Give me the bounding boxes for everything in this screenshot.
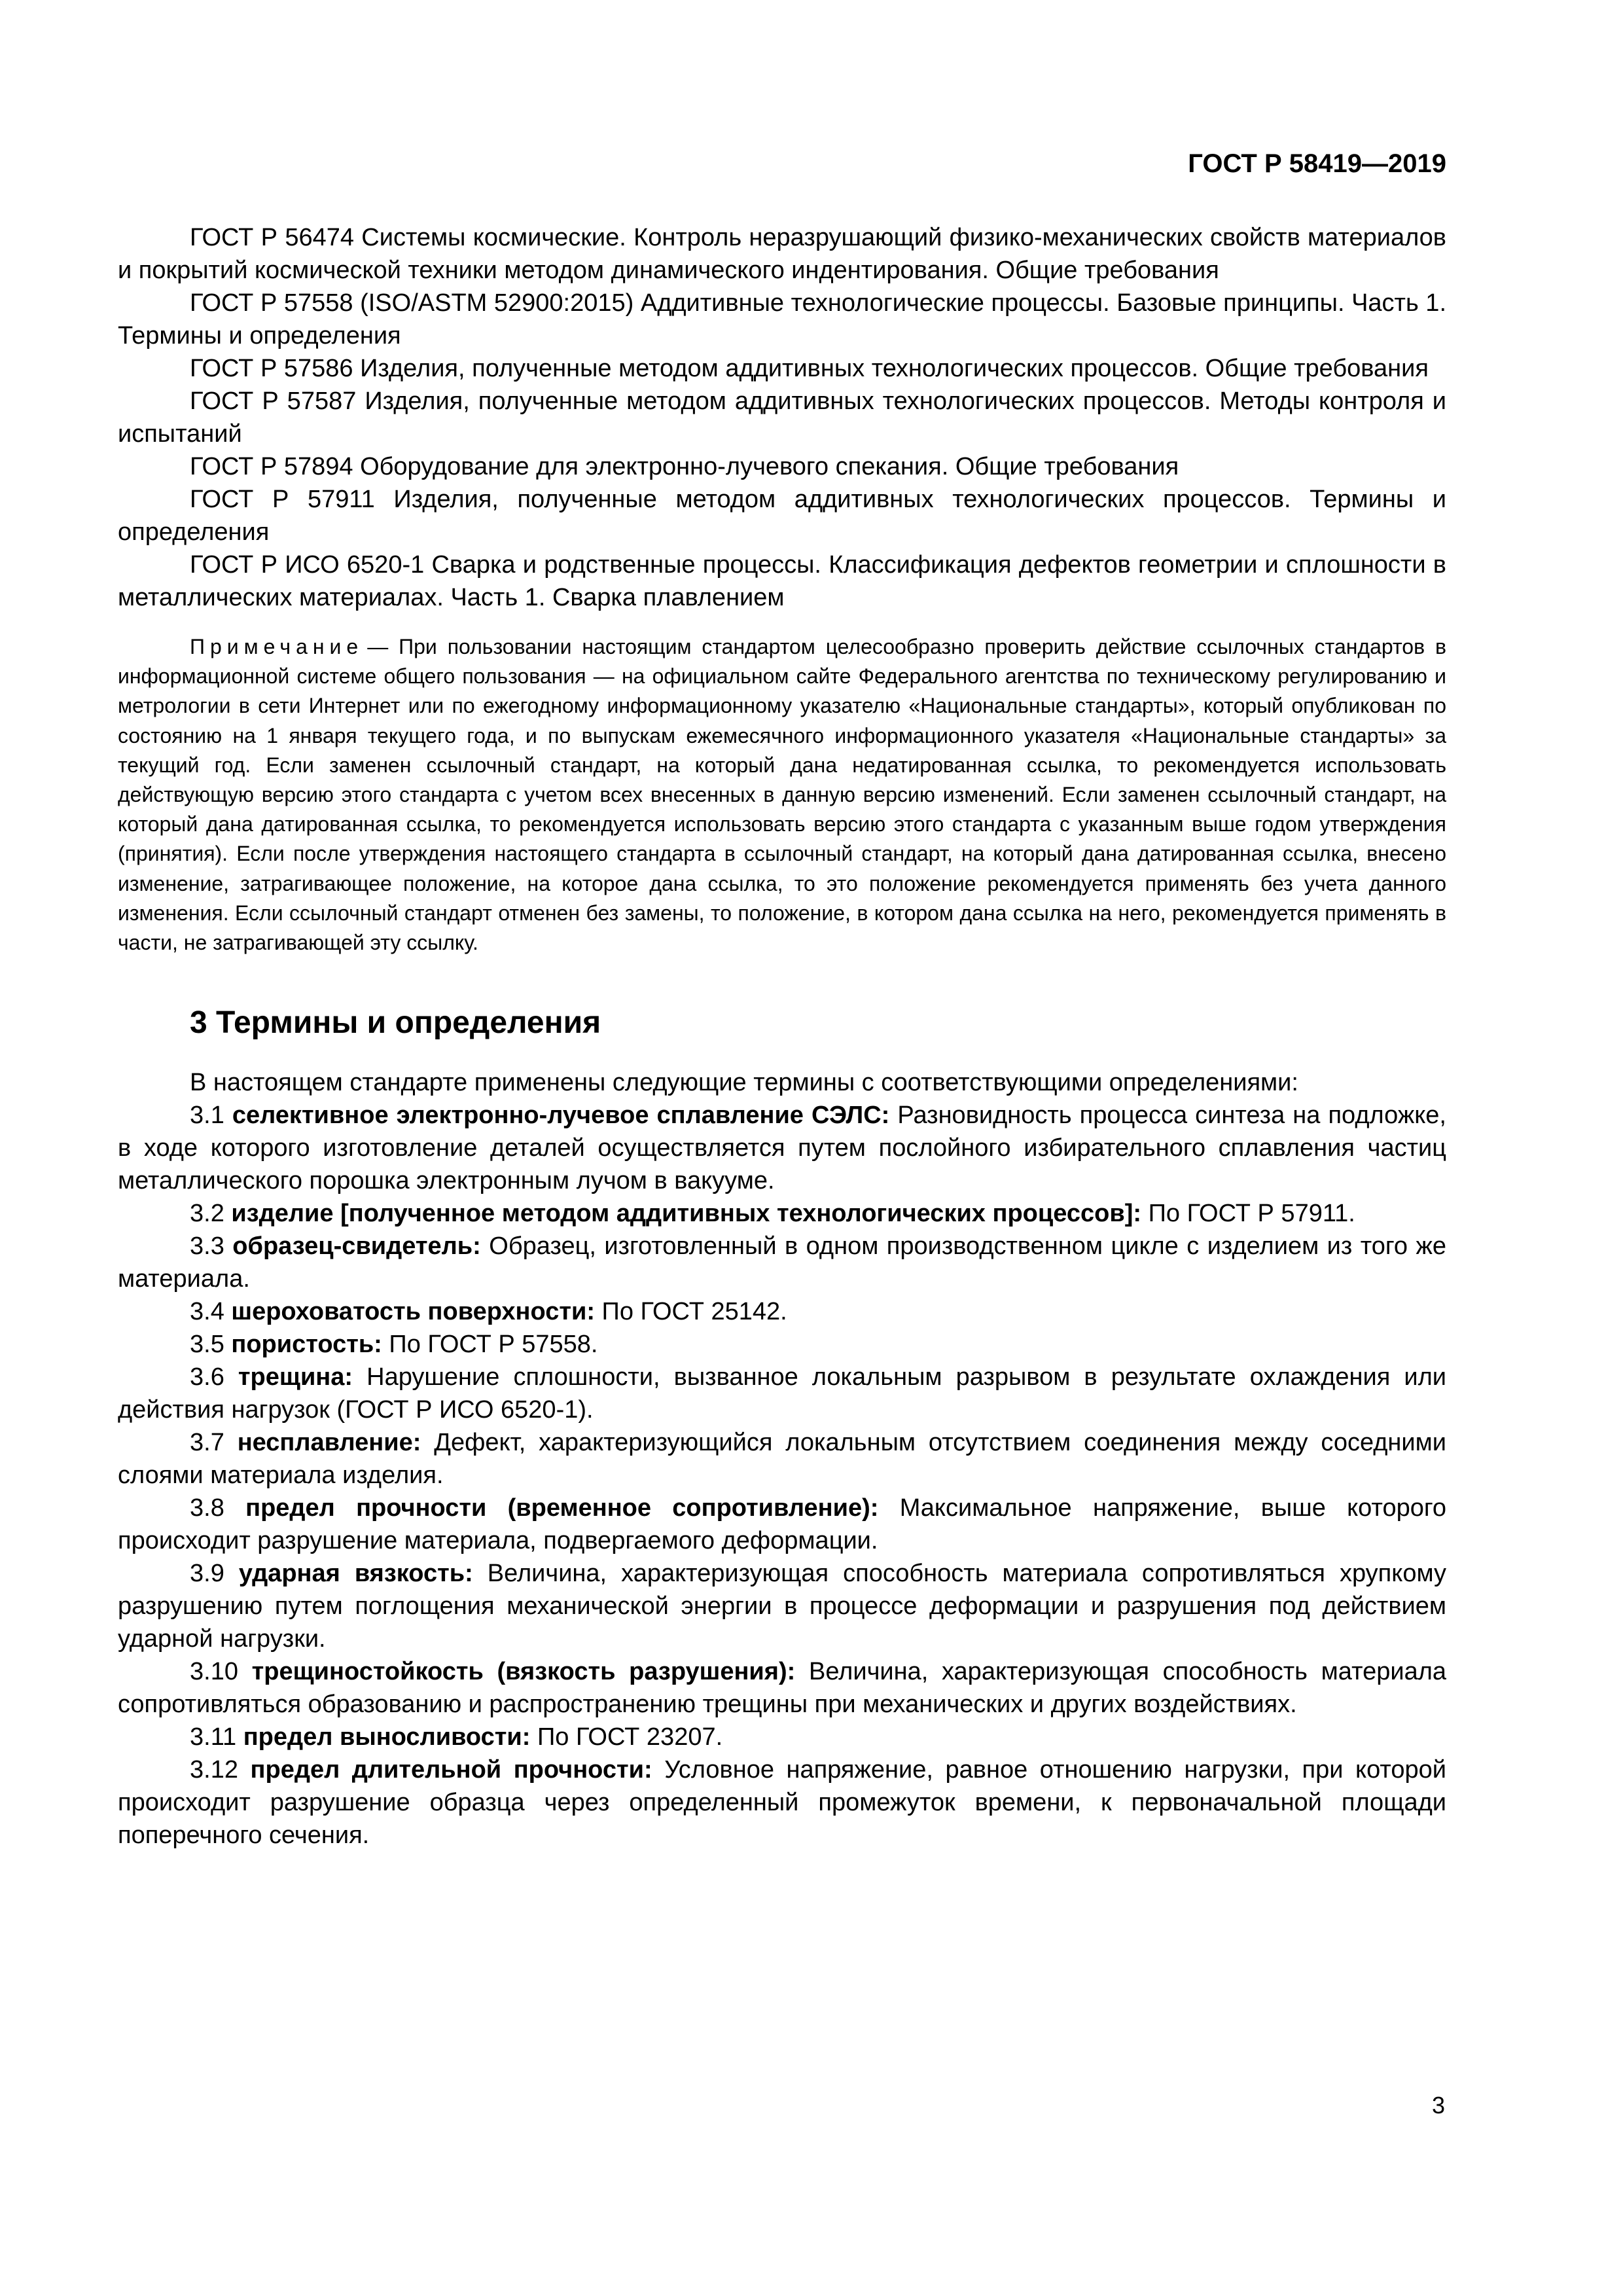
term-number: 3.7 [190,1429,224,1457]
reference-item: ГОСТ Р 57558 (ISO/ASTM 52900:2015) Аддитивные технологические процессы. Базовые принципы. Часть 1. Термины и определения [118,289,1446,350]
section-title: 3 Термины и определения [190,1005,601,1041]
term-definition-text: Нарушение сплошности, вызванное локальным разрывом в результате охлаждения или действия нагрузок (ГОСТ Р ИСО 6520-1). [118,1363,1446,1424]
reference-item: ГОСТ Р 57911 Изделия, полученные методом аддитивных технологических процессов. Термины и определения [118,486,1446,546]
term-name: предел длительной прочности: [250,1756,652,1784]
term-definition-text: Дефект, характеризующийся локальным отсутствием соединения между соседними слоями материала изделия. [118,1429,1446,1490]
term-number: 3.6 [190,1363,224,1391]
term-number: 3.2 [190,1200,224,1228]
term-definition [118,1230,1446,1295]
term-definition-text: Условное напряжение, равное отношению нагрузки, при которой происходит разрушение образца через определенный промежуток времени, к первоначальной площади поперечного сечения. [118,1756,1447,1850]
reference-item: ГОСТ Р ИСО 6520-1 Сварка и родственные процессы. Классификация дефектов геометрии и сплошности в металлических материалах. Часть 1. Сварка плавлением [118,551,1446,611]
term-definition-text: По ГОСТ 25142. [601,1298,787,1326]
term-number: 3.5 [190,1331,224,1359]
term-definition [118,1426,1446,1492]
reference-item: ГОСТ Р 57894 Оборудование для электронно-лучевого спекания. Общие требования [190,453,1179,480]
term-name: трещиностойкость (вязкость разрушения): [251,1658,796,1686]
note-label: Примечание [190,635,364,658]
term-number: 3.12 [190,1756,238,1784]
page-number: 3 [1431,2092,1445,2119]
normative-references-list [118,221,1446,614]
reference-item: ГОСТ Р 56474 Системы космические. Контроль неразрушающий физико-механических свойств материалов и покрытий космической техники методом динамического индентирования. Общие требования [118,224,1446,284]
term-number: 3.11 [190,1723,237,1751]
term-definition [118,1753,1446,1852]
term-number: 3.4 [190,1298,224,1326]
term-number: 3.9 [190,1560,224,1588]
term-definition [118,1557,1446,1655]
term-definition-text: По ГОСТ 23207. [537,1723,723,1751]
note-text: — При пользовании настоящим стандартом целесообразно проверить действие ссылочных стандартов в информационной системе общего пользования — на официальном сайте Федерального агентства по техническому регулированию и метрологии в сети Интернет или по ежегодному информационному указателю «Национальные стандарты», который опубликован по состоянию на 1 января текущего года, и по выпускам ежемесячного информационного указателя «Национальные стандарты» за текущий год. Если заменен ссылочный стандарт, на который дана недатированная ссылка, то рекомендуется использовать действующую версию этого стандарта с учетом всех внесенных в данную версию изменений. Если заменен ссылочный стандарт, на который дана датированная ссылка, то рекомендуется использовать версию этого стандарта с указанным выше годом утверждения (принятия). Если после утверждения настоящего стандарта в ссылочный стандарт, на который дана датированная ссылка, внесено изменение, затрагивающее положение, на которое дана ссылка, то это положение рекомендуется применять без учета данного изменения. Если ссылочный стандарт отменен без замены, то положение, в котором дана ссылка на него, рекомендуется применять в части, не затрагивающей эту ссылку. [118,635,1446,955]
reference-item: ГОСТ Р 57586 Изделия, полученные методом аддитивных технологических процессов. Общие требования [190,355,1429,382]
note-paragraph [118,632,1446,958]
term-definition [118,1492,1446,1557]
term-definition [118,1721,1446,1753]
term-name: предел прочности (временное сопротивление): [245,1494,879,1522]
standard-designation: ГОСТ Р 58419—2019 [1188,149,1446,178]
term-definition-text: Максимальное напряжение, выше которого происходит разрушение материала, подвергаемого деформации. [118,1494,1446,1555]
section-intro: В настоящем стандарте применены следующие термины с соответствующими определениями: [190,1069,1298,1097]
term-definition [118,1328,1446,1361]
term-definition-text: По ГОСТ Р 57911. [1148,1200,1355,1228]
term-definition-text: Величина, характеризующая способность материала сопротивляться хрупкому разрушению путем поглощения механической энергии в процессе деформации и разрушения под действием ударной нагрузки. [118,1560,1447,1653]
term-number: 3.1 [190,1102,224,1130]
term-name: предел выносливости: [243,1723,531,1751]
term-definition [118,1295,1446,1328]
term-name: пористость: [231,1331,382,1359]
term-definition [118,1099,1446,1197]
term-name: образец-свидетель: [232,1232,481,1261]
term-definition-text: По ГОСТ Р 57558. [389,1331,598,1359]
term-definition [118,1361,1446,1426]
term-definition-text: Образец, изготовленный в одном производственном цикле с изделием из того же материала. [118,1232,1447,1293]
term-name: несплавление: [237,1429,421,1457]
term-definition-text: Разновидность процесса синтеза на подложке, в ходе которого изготовление деталей осуществляется путем послойного избирательного сплавления частиц металлического порошка электронным лучом в вакууме. [118,1102,1446,1195]
term-name: шероховатость поверхности: [231,1298,595,1326]
term-number: 3.10 [190,1658,238,1686]
term-name: изделие [полученное методом аддитивных технологических процессов]: [231,1200,1142,1228]
term-name: ударная вязкость: [238,1560,473,1588]
reference-item: ГОСТ Р 57587 Изделия, полученные методом аддитивных технологических процессов. Методы контроля и испытаний [118,387,1446,448]
term-name: трещина: [238,1363,353,1391]
term-name: селективное электронно-лучевое сплавление СЭЛС: [232,1102,890,1130]
term-definition-text: Величина, характеризующая способность материала сопротивляться образованию и распространению трещины при механических и других воздействиях. [118,1658,1447,1719]
term-number: 3.8 [190,1494,224,1522]
term-number: 3.3 [190,1232,224,1261]
term-definition [118,1197,1446,1230]
term-definition [118,1655,1446,1721]
document-body [118,221,1446,1852]
